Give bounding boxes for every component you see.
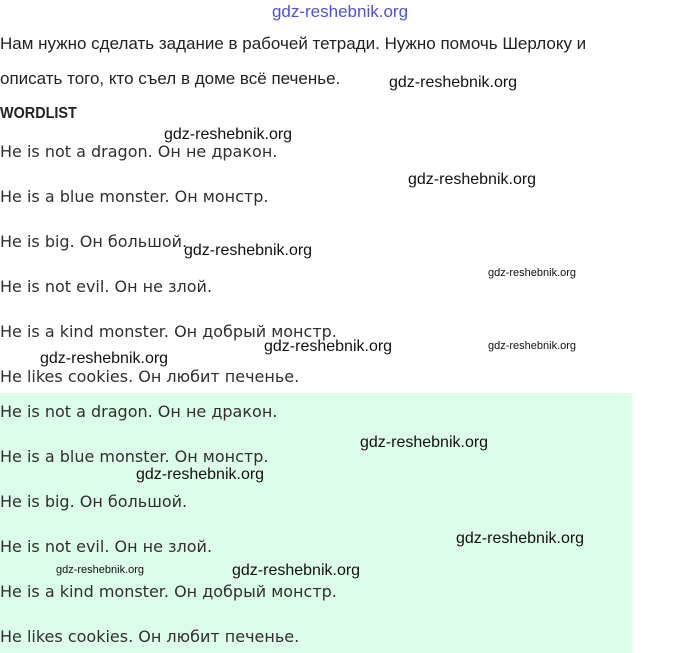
watermark: gdz-reshebnik.org: [232, 562, 361, 579]
answer-line: He is big. Он большой.: [0, 492, 188, 511]
wordlist-line: He is big. Он большой.: [0, 232, 188, 251]
watermark: gdz-reshebnik.org: [456, 530, 585, 547]
answer-line: He is not a dragon. Он не дракон.: [0, 402, 278, 421]
answer-line: He is a blue monster. Он монстр.: [0, 447, 269, 466]
watermark: gdz-reshebnik.org: [40, 350, 169, 367]
answer-line: He likes cookies. Он любит печенье.: [0, 627, 300, 646]
wordlist-line: He is not a dragon. Он не дракон.: [0, 142, 278, 161]
watermark: gdz-reshebnik.org: [184, 242, 313, 259]
wordlist-line: He is a blue monster. Он монстр.: [0, 187, 269, 206]
watermark: gdz-reshebnik.org: [488, 340, 577, 352]
site-header-watermark: gdz-reshebnik.org: [271, 2, 409, 21]
wordlist-line: He is a kind monster. Он добрый монстр.: [0, 322, 337, 341]
watermark: gdz-reshebnik.org: [264, 338, 393, 355]
wordlist-line: He likes cookies. Он любит печенье.: [0, 367, 300, 386]
watermark: gdz-reshebnik.org: [408, 171, 537, 188]
wordlist-heading: WORDLIST: [0, 105, 77, 122]
wordlist-line: He is not evil. Он не злой.: [0, 277, 213, 296]
answer-line: He is a kind monster. Он добрый монстр.: [0, 582, 337, 601]
answer-line: He is not evil. Он не злой.: [0, 537, 213, 556]
watermark: gdz-reshebnik.org: [164, 126, 293, 143]
watermark: gdz-reshebnik.org: [360, 434, 489, 451]
answer-block: [0, 393, 632, 653]
watermark: gdz-reshebnik.org: [389, 74, 518, 91]
watermark: gdz-reshebnik.org: [136, 466, 265, 483]
intro-text-line-2: описать того, кто съел в доме всё печенье.: [0, 69, 341, 88]
watermark: gdz-reshebnik.org: [488, 267, 577, 279]
intro-text-line-1: Нам нужно сделать задание в рабочей тетради. Нужно помочь Шерлоку и: [0, 34, 587, 53]
watermark: gdz-reshebnik.org: [56, 564, 145, 576]
